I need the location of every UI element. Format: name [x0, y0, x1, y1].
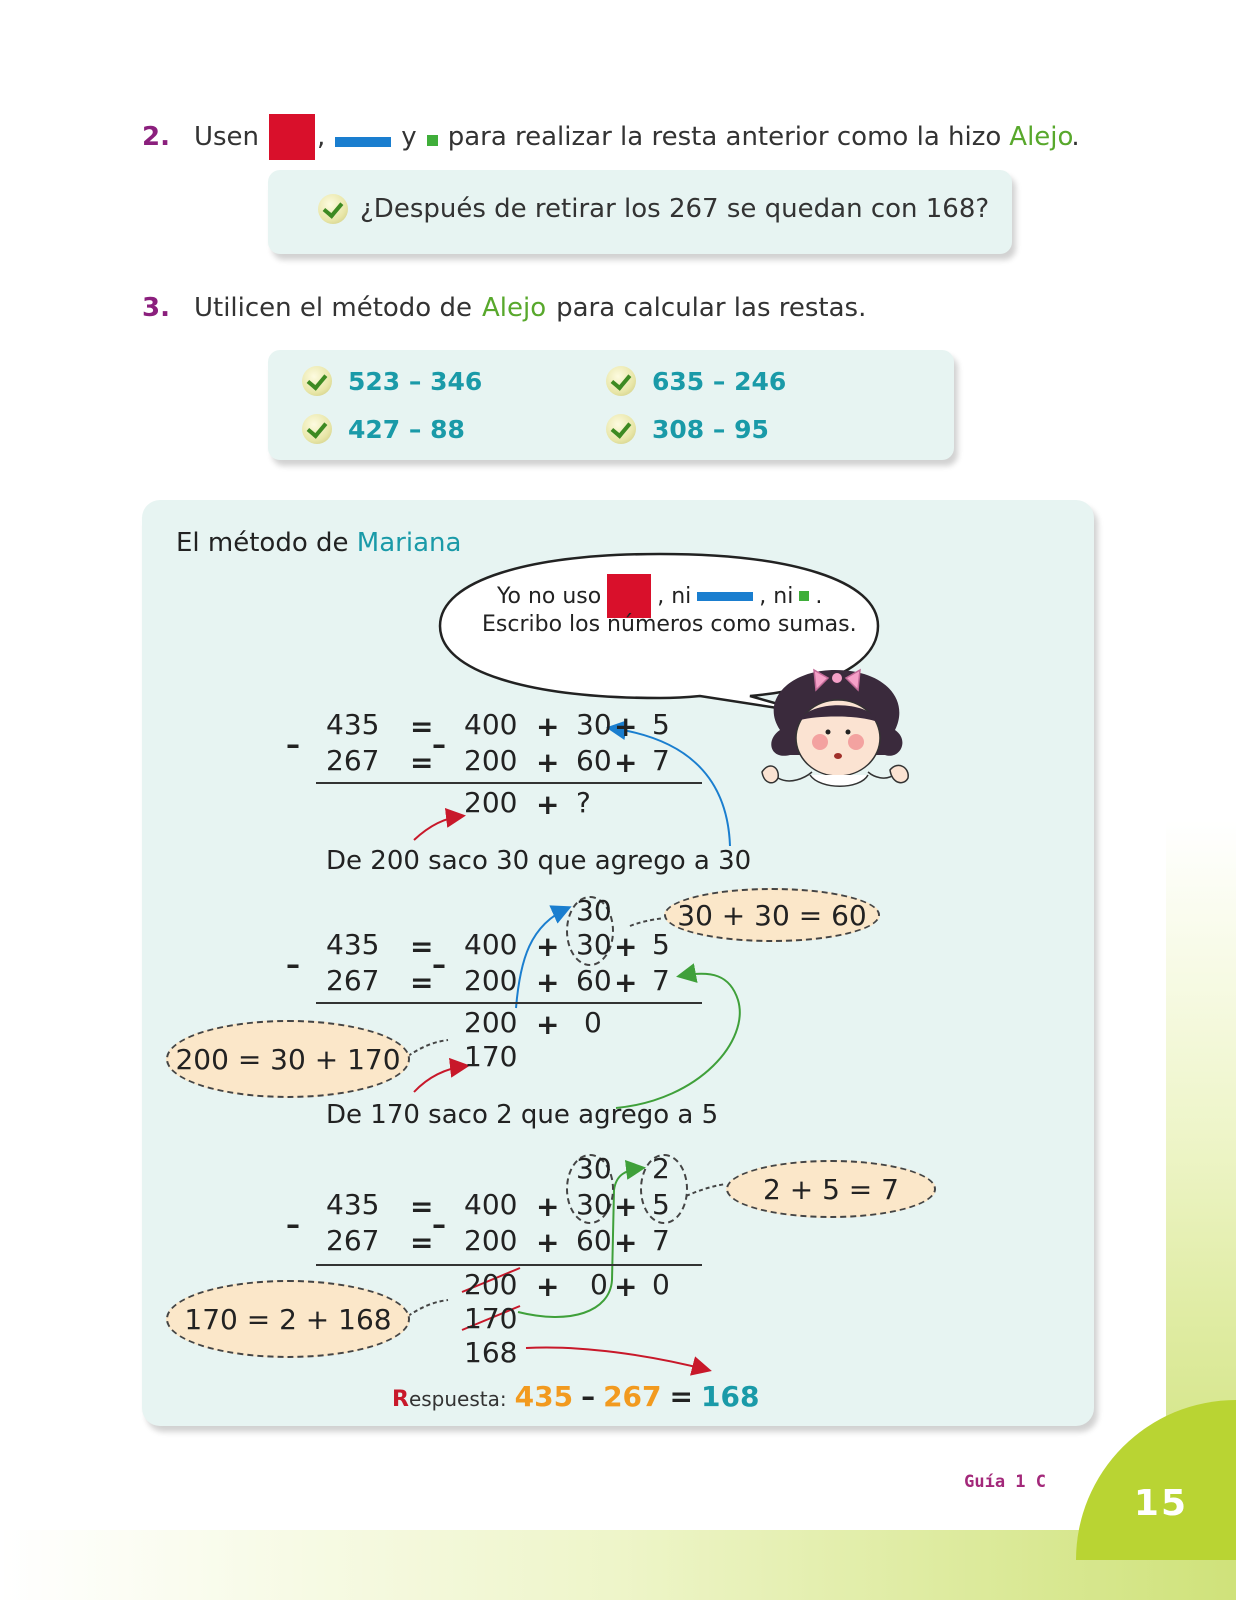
step1-result-plus: + [536, 788, 560, 821]
step3-5: 5 [652, 1188, 670, 1221]
step2-eq2: = [410, 966, 434, 999]
question-3-text-before: Utilicen el método de [193, 293, 472, 323]
subtraction-2: 635 – 246 [652, 366, 787, 396]
minus-sign: – [286, 948, 300, 981]
question-2-period: . [1071, 122, 1080, 152]
step3-result-168: 168 [464, 1336, 518, 1369]
answer-eq: = [669, 1380, 693, 1413]
answer-line [392, 1380, 759, 1413]
step1-caption: De 200 saco 30 que agrego a 30 [326, 846, 752, 876]
step2-435: 435 [326, 928, 380, 961]
step1-30: 30 [576, 708, 612, 741]
cloud-200-eq: 200 = 30 + 170 [166, 1020, 410, 1098]
subtraction-3: 427 – 88 [348, 414, 465, 444]
step2-plus3: + [536, 966, 560, 999]
step2-result-plus: + [536, 1008, 560, 1041]
step3-plus1: + [536, 1190, 560, 1223]
cloud-2-plus-5: 2 + 5 = 7 [726, 1160, 936, 1218]
answer-label: Respuesta: [392, 1387, 507, 1412]
step1-plus4: + [614, 746, 638, 779]
step1-eq2: = [410, 746, 434, 779]
step3-result-plus2: + [614, 1270, 638, 1303]
answer-minus: – [581, 1380, 596, 1413]
step2-267: 267 [326, 964, 380, 997]
step1-267: 267 [326, 744, 380, 777]
step2-400: 400 [464, 928, 518, 961]
minus-sign: – [286, 1208, 300, 1241]
subtraction-4: 308 – 95 [652, 414, 769, 444]
step3-400: 400 [464, 1188, 518, 1221]
step1-5: 5 [652, 708, 670, 741]
step1-7: 7 [652, 744, 670, 777]
step3-result-0b: 0 [652, 1268, 670, 1301]
step2-eq1: = [410, 930, 434, 963]
question-2-y: y [401, 122, 417, 152]
step2-plus2: + [614, 930, 638, 963]
guide-label: Guía 1 C [964, 1472, 1046, 1492]
step1-plus2: + [614, 710, 638, 743]
step3-minus2: – [432, 1208, 446, 1241]
answer-435: 435 [514, 1380, 574, 1413]
step2-plus1: + [536, 930, 560, 963]
step3-2-top: 2 [652, 1152, 670, 1185]
step2-result-line [316, 1002, 702, 1004]
question-3-number: 3. [142, 293, 170, 323]
step2-200: 200 [464, 964, 518, 997]
step2-7: 7 [652, 964, 670, 997]
step3-30-top: 30 [576, 1152, 612, 1185]
step3-result-plus1: + [536, 1270, 560, 1303]
step3-result-0a: 0 [590, 1268, 608, 1301]
question-3-text-after: para calcular las restas. [556, 293, 867, 323]
step1-plus3: + [536, 746, 560, 779]
step1-plus1: + [536, 710, 560, 743]
step2-plus4: + [614, 966, 638, 999]
step1-result-200: 200 [464, 786, 518, 819]
step3-60: 60 [576, 1224, 612, 1257]
question-2-text-before: Usen [193, 122, 260, 152]
cloud-30-plus-30: 30 + 30 = 60 [664, 888, 880, 942]
step2-caption: De 170 saco 2 que agrego a 5 [326, 1100, 719, 1130]
page-number: 15 [1133, 1483, 1188, 1524]
minus-sign: – [286, 728, 300, 761]
step1-435: 435 [326, 708, 380, 741]
cloud-170-eq: 170 = 2 + 168 [166, 1280, 410, 1358]
step3-200: 200 [464, 1224, 518, 1257]
step1-200: 200 [464, 744, 518, 777]
step1-60: 60 [576, 744, 612, 777]
subtraction-1: 523 – 346 [348, 366, 483, 396]
step1-400: 400 [464, 708, 518, 741]
step3-result-200: 200 [464, 1268, 518, 1301]
step3-plus4: + [614, 1226, 638, 1259]
step3-eq1: = [410, 1190, 434, 1223]
step3-7: 7 [652, 1224, 670, 1257]
step2-30: 30 [576, 928, 612, 961]
speech-line-2: Escribo los números como sumas. [482, 612, 857, 637]
step3-plus2: + [614, 1190, 638, 1223]
speech-line-1: Yo no uso , ni , ni . [497, 574, 822, 618]
step1-result-line [316, 782, 702, 784]
question-2-comma: , [317, 122, 326, 152]
step3-result-line [316, 1264, 702, 1266]
step3-result-170: 170 [464, 1302, 518, 1335]
step3-plus3: + [536, 1226, 560, 1259]
step1-eq1: = [410, 710, 434, 743]
question-2-prompt: ¿Después de retirar los 267 se quedan con 168? [360, 194, 990, 224]
question-2-number: 2. [142, 122, 170, 152]
step2-30-top: 30 [576, 894, 612, 927]
question-2-name: Alejo [1009, 122, 1074, 152]
step1-result-question: ? [576, 786, 591, 819]
step3-435: 435 [326, 1188, 380, 1221]
mariana-title: El método de Mariana [176, 528, 462, 558]
step2-minus2: – [432, 948, 446, 981]
step2-5: 5 [652, 928, 670, 961]
step2-result-0: 0 [584, 1006, 602, 1039]
step2-60: 60 [576, 964, 612, 997]
answer-267: 267 [603, 1380, 662, 1413]
step3-eq2: = [410, 1226, 434, 1259]
step2-result-170: 170 [464, 1040, 518, 1073]
step1-minus2: – [432, 728, 446, 761]
answer-168: 168 [700, 1380, 760, 1413]
question-2-text-after: para realizar la resta anterior como la hizo [447, 122, 1002, 152]
step2-result-200: 200 [464, 1006, 518, 1039]
step3-30: 30 [576, 1188, 612, 1221]
question-3-name: Alejo [481, 293, 547, 323]
step3-267: 267 [326, 1224, 380, 1257]
